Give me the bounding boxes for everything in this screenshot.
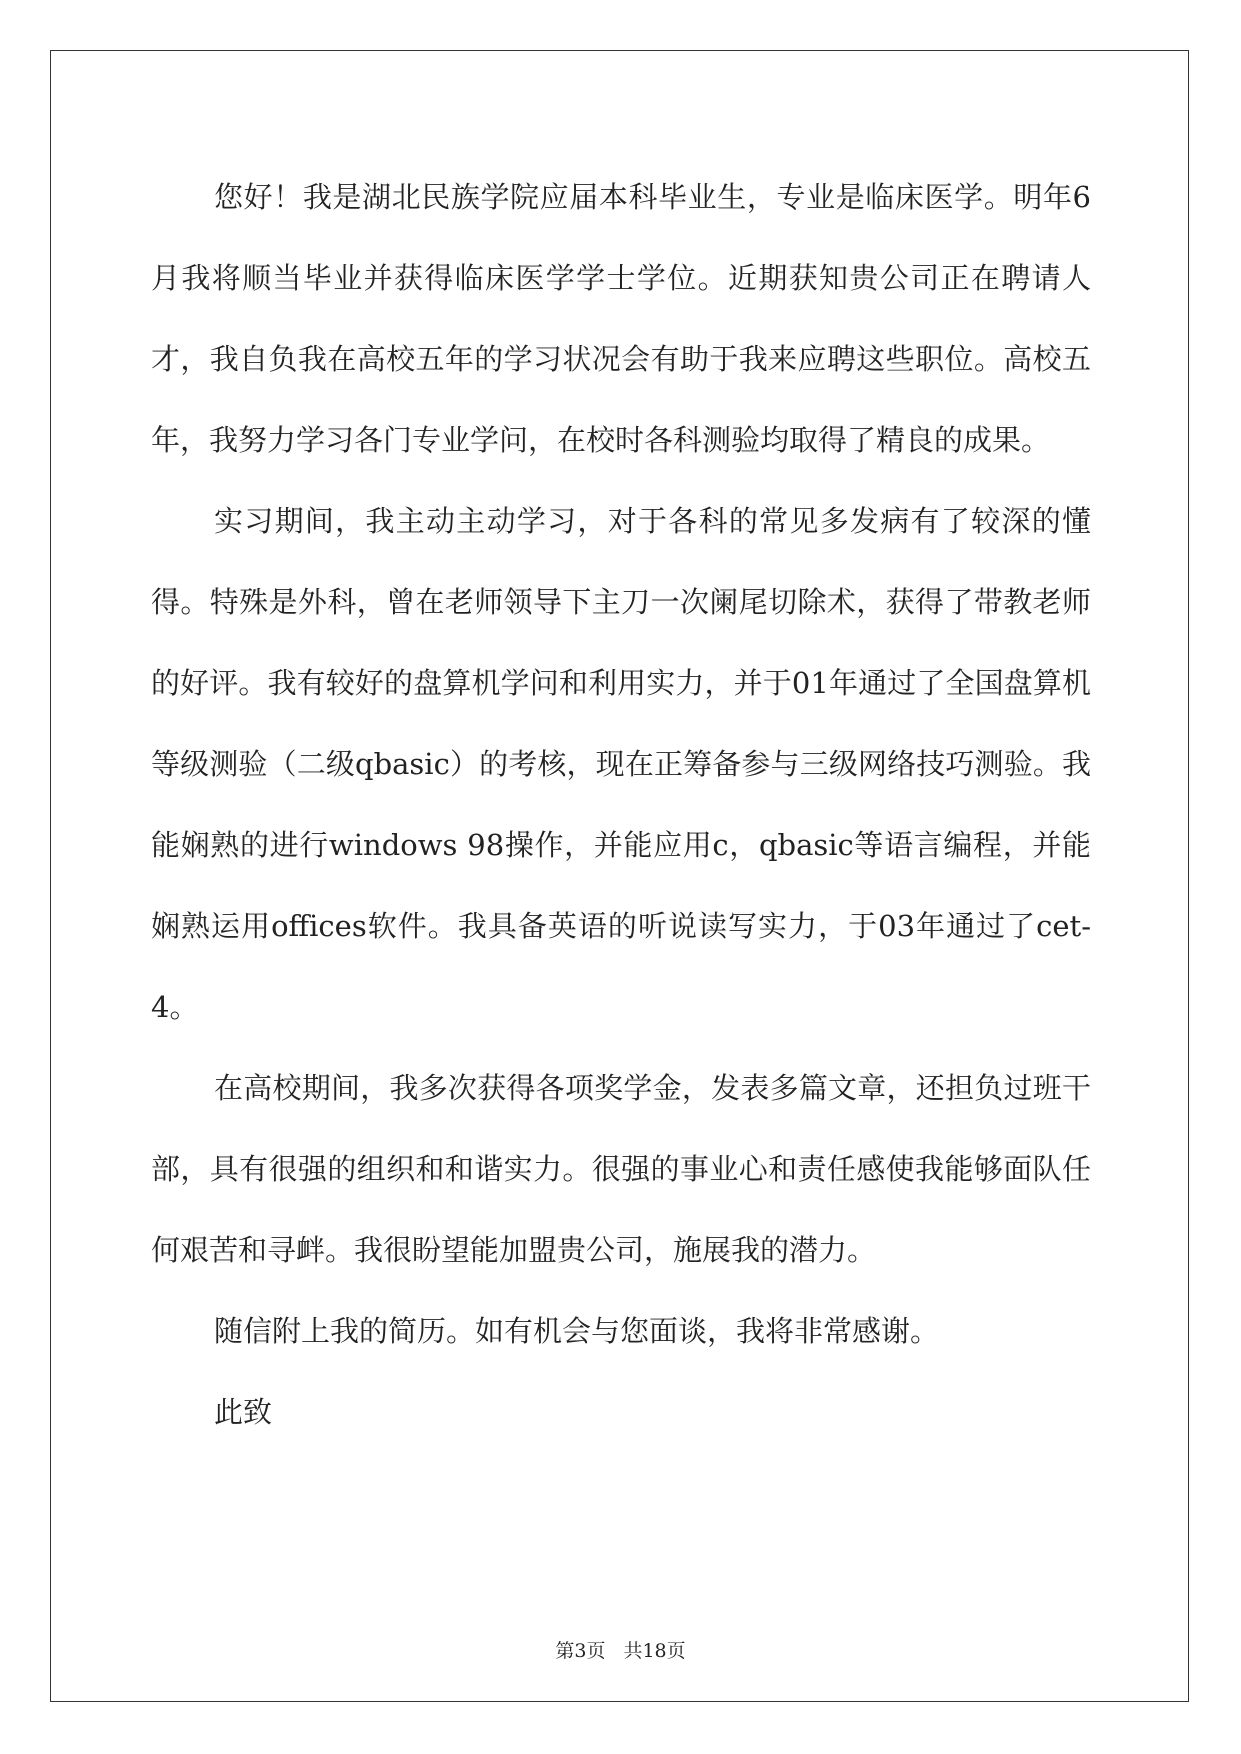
paragraph-internship: 实习期间，我主动主动学习，对于各科的常见多发病有了较深的懂得。特殊是外科，曾在老师领导下主刀一次阑尾切除术，获得了带教老师的好评。我有较好的盘算机学问和利用实力，并于01年通过了全国盘算机等级测验（二级qbasic）的考核，现在正筹备参与三级网络技巧测验。我能娴熟的进行windows 98操作，并能应用c，qbasic等语言编程，并能娴熟运用offices软件。我具备英语的听说读写实力，于03年通过了cet-4。 [151,504,1091,1024]
page-footer [0,1636,1241,1663]
paragraph-university: 在高校期间，我多次获得各项奖学金，发表多篇文章，还担负过班干部，具有很强的组织和和谐实力。很强的事业心和责任感使我能够面队任何艰苦和寻衅。我很盼望能加盟贵公司，施展我的潜力。 [151,1071,1091,1267]
page-total: 共18页 [623,1640,686,1662]
paragraph-introduction: 您好！我是湖北民族学院应届本科毕业生，专业是临床医学。明年6月我将顺当毕业并获得临床医学学士学位。近期获知贵公司正在聘请人才，我自负我在高校五年的学习状况会有助于我来应聘这些职位。高校五年，我努力学习各门专业学问，在校时各科测验均取得了精良的成果。 [151,180,1091,457]
paragraph-resume-note: 随信附上我的简历。如有机会与您面谈，我将非常感谢。 [214,1314,940,1348]
paragraph-closing: 此致 [214,1395,273,1429]
letter-body [151,157,1091,1453]
page-number: 第3页 [555,1640,606,1662]
